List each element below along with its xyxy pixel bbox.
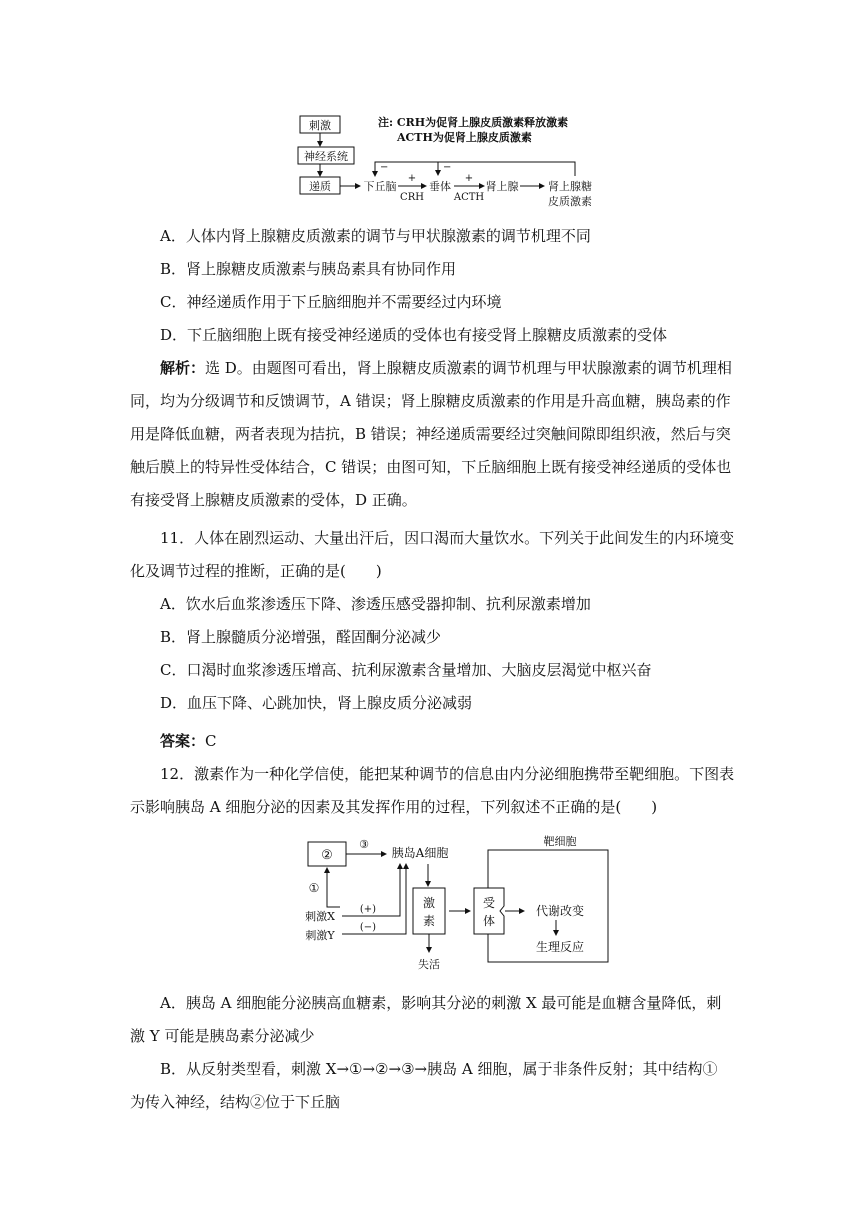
- minus-sign-2: −: [443, 162, 452, 173]
- q12-option-a-line2: 激 Y 可能是胰岛素分泌减少: [130, 1027, 315, 1045]
- minus-sign-1: −: [380, 162, 389, 173]
- islet-a-cell-diagram: [298, 832, 618, 978]
- receptor-label-2: 体: [482, 914, 496, 928]
- q12-stem-line1: 12．激素作为一种化学信使，能把某种调节的信息由内分泌细胞携带至靶细胞。下图表: [160, 765, 735, 783]
- target-cell-label: 靶细胞: [543, 835, 577, 848]
- q12-option-b-line1: B．从反射类型看，刺激 X→①→②→③→胰岛 A 细胞，属于非条件反射；其中结构①: [160, 1060, 718, 1078]
- physiological-response-label: 生理反应: [535, 940, 585, 954]
- q10-analysis-line3: 用是降低血糖，两者表现为拮抗，B 错误；神经递质需要经过突触间隙即组织液，然后与突: [130, 425, 731, 443]
- q12-option-b-line2: 为传入神经，结构②位于下丘脑: [130, 1093, 341, 1111]
- plus-sign-2: +: [464, 173, 474, 184]
- metabolism-change-label: 代谢改变: [535, 904, 585, 918]
- hpa-axis-diagram: [290, 108, 610, 212]
- hormone-label-2: 素: [422, 914, 436, 928]
- q12-option-a-line1: A．胰岛 A 细胞能分泌胰高血糖素，影响其分泌的刺激 X 最可能是血糖含量降低，刺: [160, 994, 722, 1012]
- islet-a-cell-label: 胰岛A细胞: [391, 846, 449, 860]
- transmitter-label: 递质: [309, 180, 331, 193]
- q12-stem-line2: 示影响胰岛 A 细胞分泌的因素及其发挥作用的过程，下列叙述不正确的是( ): [130, 798, 658, 816]
- inactivation-label: 失活: [418, 958, 440, 971]
- glucocorticoid-node-line2: 皮质激素: [548, 195, 592, 208]
- adrenal-node: 肾上腺: [485, 180, 519, 193]
- q10-option-d: D．下丘脑细胞上既有接受神经递质的受体也有接受肾上腺糖皮质激素的受体: [160, 326, 668, 344]
- answer-label: 答案：: [160, 732, 206, 750]
- q11-stem-line1: 11．人体在剧烈运动、大量出汗后，因口渴而大量饮水。下列关于此间发生的内环境变: [160, 529, 735, 547]
- plus-sign-1: +: [407, 173, 417, 184]
- q10-option-a: A．人体内肾上腺糖皮质激素的调节与甲状腺激素的调节机理不同: [160, 227, 591, 245]
- hypothalamus-node: 下丘脑: [363, 180, 397, 193]
- plus-sign: (+): [359, 904, 377, 915]
- nervous-system-label: 神经系统: [304, 150, 348, 163]
- hormone-label-1: 激: [422, 896, 436, 910]
- pituitary-node: 垂体: [429, 180, 451, 193]
- q11-option-b: B．肾上腺髓质分泌增强，醛固酮分泌减少: [160, 628, 442, 646]
- structure-1-label: ①: [308, 881, 320, 895]
- note-line2: ACTH为促肾上腺皮质激素: [397, 131, 532, 144]
- feedback-arrow-hypothalamus: [375, 162, 575, 176]
- acth-label: ACTH: [453, 192, 485, 203]
- q10-option-c: C．神经递质作用于下丘脑细胞并不需要经过内环境: [160, 293, 502, 311]
- crh-label: CRH: [400, 192, 424, 203]
- structure-3-label: ③: [359, 838, 369, 851]
- stimulus-x-label: 刺激X: [305, 910, 335, 923]
- stimulus-label: 刺激: [309, 119, 331, 132]
- analysis-label: 解析：: [160, 359, 206, 377]
- q10-analysis-line2: 同，均为分级调节和反馈调节，A 错误；肾上腺糖皮质激素的作用是升高血糖，胰岛素的作: [130, 392, 731, 410]
- receptor-label-1: 受: [482, 896, 496, 910]
- q10-analysis-line4: 触后膜上的特异性受体结合，C 错误；由图可知，下丘脑细胞上既有接受神经递质的受体也: [130, 458, 732, 476]
- q10-option-b: B．肾上腺糖皮质激素与胰岛素具有协同作用: [160, 260, 457, 278]
- q10-analysis-line1: [160, 358, 732, 378]
- q11-stem-line2: 化及调节过程的推断，正确的是( ): [130, 562, 382, 580]
- q10-analysis-line5: 有接受肾上腺糖皮质激素的受体，D 正确。: [130, 491, 417, 509]
- analysis-text-1: 选 D。由题图可看出，肾上腺糖皮质激素的调节机理与甲状腺激素的调节机理相: [205, 359, 732, 377]
- structure-2-label: ②: [321, 848, 333, 863]
- note-line1: 注: CRH为促肾上腺皮质激素释放激素: [378, 116, 569, 129]
- q11-option-c: C．口渴时血浆渗透压增高、抗利尿激素含量增加、大脑皮层渴觉中枢兴奋: [160, 661, 652, 679]
- q11-option-a: A．饮水后血浆渗透压下降、渗透压感受器抑制、抗利尿激素增加: [160, 595, 591, 613]
- answer-value: C: [205, 732, 217, 750]
- q11-option-d: D．血压下降、心跳加快，肾上腺皮质分泌减弱: [160, 694, 473, 712]
- glucocorticoid-node-line1: 肾上腺糖: [548, 180, 592, 193]
- stimulus-y-label: 刺激Y: [305, 929, 335, 942]
- q11-answer: [160, 731, 217, 751]
- minus-sign: (−): [359, 922, 377, 933]
